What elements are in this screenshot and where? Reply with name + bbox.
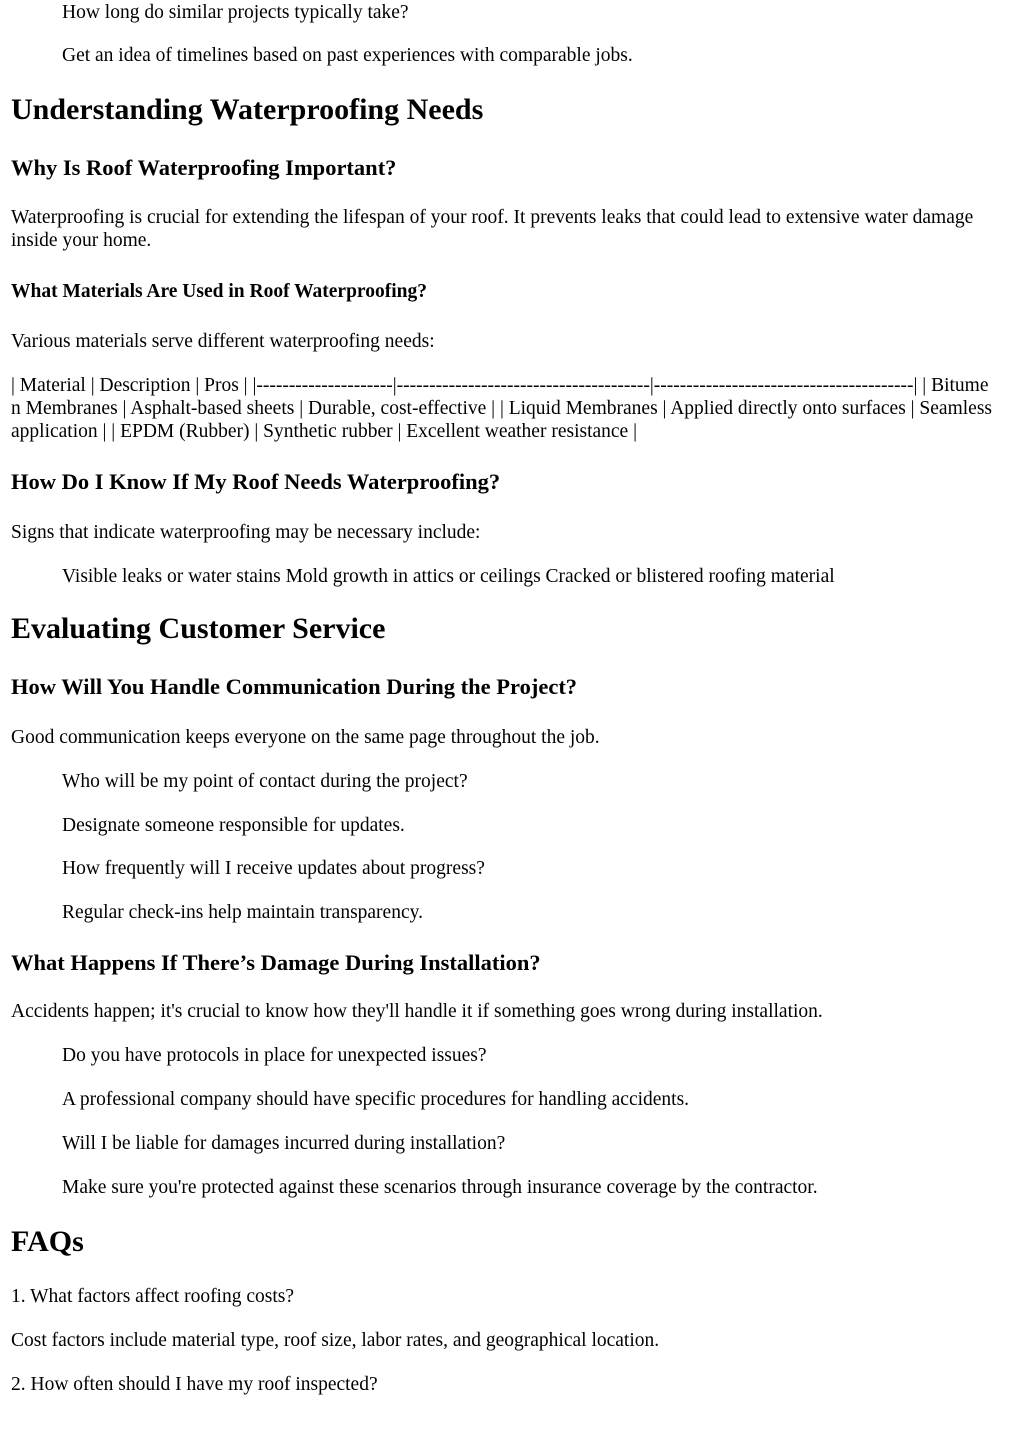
roof-needs-intro: Signs that indicate waterproofing may be necessary include: <box>11 522 481 543</box>
faq-question: 1. What factors affect roofing costs? <box>11 1286 295 1307</box>
communication-item: Regular check-ins help maintain transparency. <box>62 902 423 923</box>
waterproofing-signs-list: Visible leaks or water stains Mold growth in attics or ceilings Cracked or blistered roofing material <box>62 566 835 587</box>
why-waterproofing-heading: Why Is Roof Waterproofing Important? <box>11 155 397 180</box>
materials-intro: Various materials serve different waterproofing needs: <box>11 331 435 352</box>
timeline-question: How long do similar projects typically take? <box>62 2 409 23</box>
faq-question: 2. How often should I have my roof inspected? <box>11 1374 378 1395</box>
damage-item: Do you have protocols in place for unexpected issues? <box>62 1045 487 1066</box>
roof-needs-heading: How Do I Know If My Roof Needs Waterproofing? <box>11 469 501 494</box>
timeline-answer: Get an idea of timelines based on past experiences with comparable jobs. <box>62 45 633 66</box>
customer-service-heading: Evaluating Customer Service <box>11 612 386 645</box>
communication-text: Good communication keeps everyone on the same page throughout the job. <box>11 727 600 748</box>
communication-item: How frequently will I receive updates about progress? <box>62 858 485 879</box>
damage-heading: What Happens If There’s Damage During Installation? <box>11 950 541 975</box>
communication-heading: How Will You Handle Communication During the Project? <box>11 674 578 699</box>
damage-item: Will I be liable for damages incurred during installation? <box>62 1133 506 1154</box>
communication-item: Who will be my point of contact during the project? <box>62 771 468 792</box>
materials-heading: What Materials Are Used in Roof Waterproofing? <box>11 281 427 302</box>
faq-answer: Cost factors include material type, roof size, labor rates, and geographical location. <box>11 1330 660 1351</box>
damage-item: A professional company should have specific procedures for handling accidents. <box>62 1089 690 1110</box>
damage-text: Accidents happen; it's crucial to know how they'll handle it if something goes wrong during installation. <box>11 1001 823 1022</box>
faqs-heading: FAQs <box>11 1225 84 1258</box>
why-waterproofing-text: Waterproofing is crucial for extending the lifespan of your roof. It prevents leaks that could lead to extensive water damage inside your home. <box>11 207 974 251</box>
damage-item: Make sure you're protected against these scenarios through insurance coverage by the contractor. <box>62 1177 818 1198</box>
communication-item: Designate someone responsible for updates. <box>62 815 405 836</box>
materials-table-text: | Material | Description | Pros | |---------------------|---------------------------------------|----------------------------------------| | Bitumen Membranes | Asphalt-based sheets | Durable, cost-effective | | Liquid Membranes | Applied directly onto surfaces | Seamless application | | EPDM (Rubber) | Synthetic rubber | Excellent weather resistance | <box>11 375 993 442</box>
waterproofing-heading: Understanding Waterproofing Needs <box>11 93 484 126</box>
